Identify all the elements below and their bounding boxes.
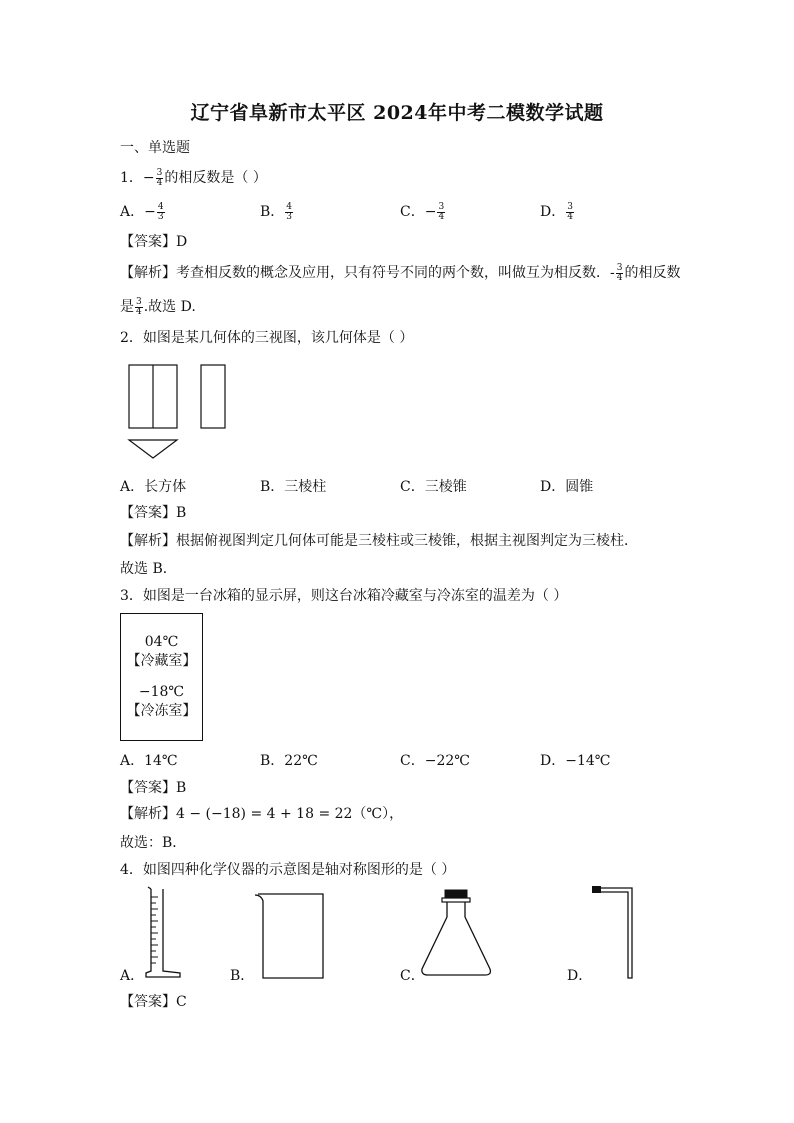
fridge-display — [120, 613, 203, 741]
q3-conclusion: 故选：B． — [120, 835, 187, 851]
side-view — [201, 365, 225, 428]
q3-option-c[interactable]: C．−22℃ — [400, 753, 470, 769]
q1-stem: 1．− $\frac{3}{4}$ 的相反数是（ ） — [120, 167, 267, 188]
q3-option-d[interactable]: D．−14℃ — [540, 753, 611, 769]
q4-option-b[interactable]: B． — [230, 968, 255, 984]
q4-option-a[interactable]: A． — [120, 968, 145, 984]
q3-answer: 【答案】B — [120, 780, 187, 796]
section-heading: 一、单选题 — [120, 140, 190, 156]
q1-analysis-line2: 是 $\frac{3}{4}$ .故选 D. — [120, 296, 196, 317]
q2-stem: 2．如图是某几何体的三视图，该几何体是（ ） — [120, 330, 414, 346]
bent-tube-icon — [590, 884, 640, 982]
q2-conclusion: 故选 B． — [120, 561, 177, 577]
page-title: 辽宁省阜新市太平区 2024年中考二模数学试题 — [190, 102, 604, 124]
three-view-diagram — [126, 362, 236, 462]
q1-option-c[interactable]: C．− $\frac{3}{4}$ — [400, 201, 445, 222]
q4-option-d[interactable]: D． — [567, 968, 593, 984]
beaker-icon — [253, 890, 328, 982]
fridge-bottom-label: 【冷冻室】 — [126, 703, 197, 719]
q1-analysis-line1: 【解析】考查相反数的概念及应用，只有符号不同的两个数，叫做互为相反数．- $\frac{3}{4}$ 的相反数 — [120, 262, 681, 283]
q2-option-b[interactable]: B．三棱柱 — [260, 479, 327, 495]
q3-option-a[interactable]: A．14℃ — [120, 753, 178, 769]
q2-option-c[interactable]: C．三棱锥 — [400, 479, 467, 495]
q4-answer: 【答案】C — [120, 994, 187, 1010]
q2-answer: 【答案】B — [120, 505, 187, 521]
q3-option-b[interactable]: B．22℃ — [260, 753, 318, 769]
q2-option-a[interactable]: A．长方体 — [120, 479, 187, 495]
fridge-bottom-temp: −18℃ — [138, 684, 185, 700]
q1-option-b[interactable]: B． $\frac{4}{3}$ — [260, 201, 293, 222]
graduated-cylinder-icon — [143, 887, 183, 982]
fridge-top-temp: 04℃ — [144, 634, 179, 650]
q1-fraction: $\frac{3}{4}$ — [156, 167, 163, 188]
q4-option-c[interactable]: C． — [400, 968, 425, 984]
q3-stem: 3．如图是一台冰箱的显示屏，则这台冰箱冷藏室与冷冻室的温差为（ ） — [120, 588, 568, 604]
q3-analysis: 【解析】4 − (−18) = 4 + 18 = 22（℃）， — [120, 806, 404, 822]
q1-answer: 【答案】D — [120, 234, 188, 250]
fridge-top-label: 【冷藏室】 — [126, 653, 197, 669]
q4-stem: 4．如图四种化学仪器的示意图是轴对称图形的是（ ） — [120, 862, 456, 878]
q1-option-a[interactable]: A．− $\frac{4}{3}$ — [120, 201, 164, 222]
top-view-triangle — [129, 440, 177, 458]
q2-analysis: 【解析】根据俯视图判定几何体可能是三棱柱或三棱锥，根据主视图判定为三棱柱． — [120, 533, 638, 549]
q2-option-d[interactable]: D．圆锥 — [540, 479, 594, 495]
q1-option-d[interactable]: D． $\frac{3}{4}$ — [540, 201, 573, 222]
conical-flask-icon — [418, 887, 496, 982]
